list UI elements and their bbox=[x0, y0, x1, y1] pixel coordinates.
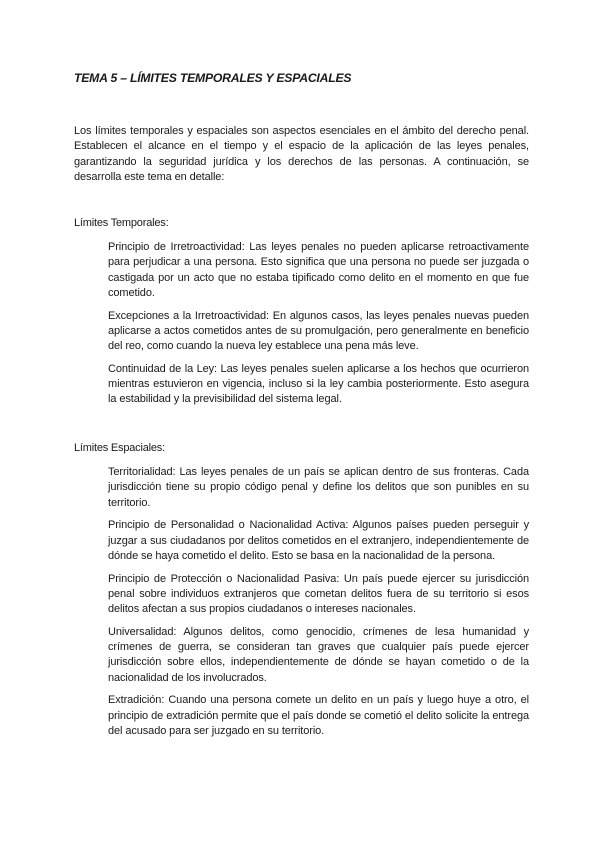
temporal-items-list bbox=[108, 240, 529, 415]
list-item: Continuidad de la Ley: Las leyes penales suelen aplicarse a los hechos que ocurrieron mientras estuvieron en vigencia, incluso si la ley cambia posteriormente. Esto asegura la estabilidad y la previsibilidad del sistema legal. bbox=[108, 362, 529, 406]
list-item: Territorialidad: Las leyes penales de un país se aplican dentro de sus fronteras. Cada jurisdicción tiene su propio código penal y define los delitos que son punibles en su territorio. bbox=[108, 466, 529, 509]
list-item: Principio de Irretroactividad: Las leyes penales no pueden aplicarse retroactivamente para perjudicar a una persona. Esto significa que una persona no puede ser juzgada o castigada por un acto que no estaba tipificado como delito en el momento en que fue cometido. bbox=[108, 241, 529, 299]
list-item: Excepciones a la Irretroactividad: En algunos casos, las leyes penales nuevas pueden aplicarse a actos cometidos antes de su promulgación, pero generalmente en beneficio del reo, como cuando la nueva ley establece una pena más leve. bbox=[108, 309, 529, 353]
list-item: Extradición: Cuando una persona comete un delito en un país y luego huye a otro, el principio de extradición permite que el país donde se cometió el delito solicite la entrega del acusado para ser juzgado en su territorio. bbox=[108, 694, 529, 738]
intro-paragraph: Los límites temporales y espaciales son aspectos esenciales en el ámbito del derecho penal. Establecen el alcance en el tiempo y el espacio de la aplicación de las leyes penales, garantizando la seguridad jurídica y los derechos de las personas. A continuación, se desarrolla este tema en detalle: bbox=[74, 125, 529, 183]
spatial-items-list bbox=[108, 465, 529, 747]
section-heading-spatial: Límites Espaciales: bbox=[74, 442, 165, 454]
list-item: Universalidad: Algunos delitos, como genocidio, crímenes de lesa humanidad y crímenes de guerra, se consideran tan graves que cualquier país puede ejercer jurisdicción sobre ellos, independientemente de dónde se hayan cometido o de la nacionalidad de los involucrados. bbox=[108, 625, 529, 684]
document-title: TEMA 5 – LÍMITES TEMPORALES Y ESPACIALES bbox=[74, 71, 352, 85]
list-item: Principio de Protección o Nacionalidad Pasiva: Un país puede ejercer su jurisdicción penal sobre individuos extranjeros que cometan delitos fuera de su territorio si esos delitos afectan a sus propios ciudadanos o intereses nacionales. bbox=[108, 572, 529, 616]
list-item: Principio de Personalidad o Nacionalidad Activa: Algunos países pueden perseguir y juzgar a sus ciudadanos por delitos cometidos en el extranjero, independientemente de dónde se haya cometido el delito. Esto se basa en la nacionalidad de la persona. bbox=[108, 519, 529, 562]
section-heading-temporal: Límites Temporales: bbox=[74, 217, 169, 229]
